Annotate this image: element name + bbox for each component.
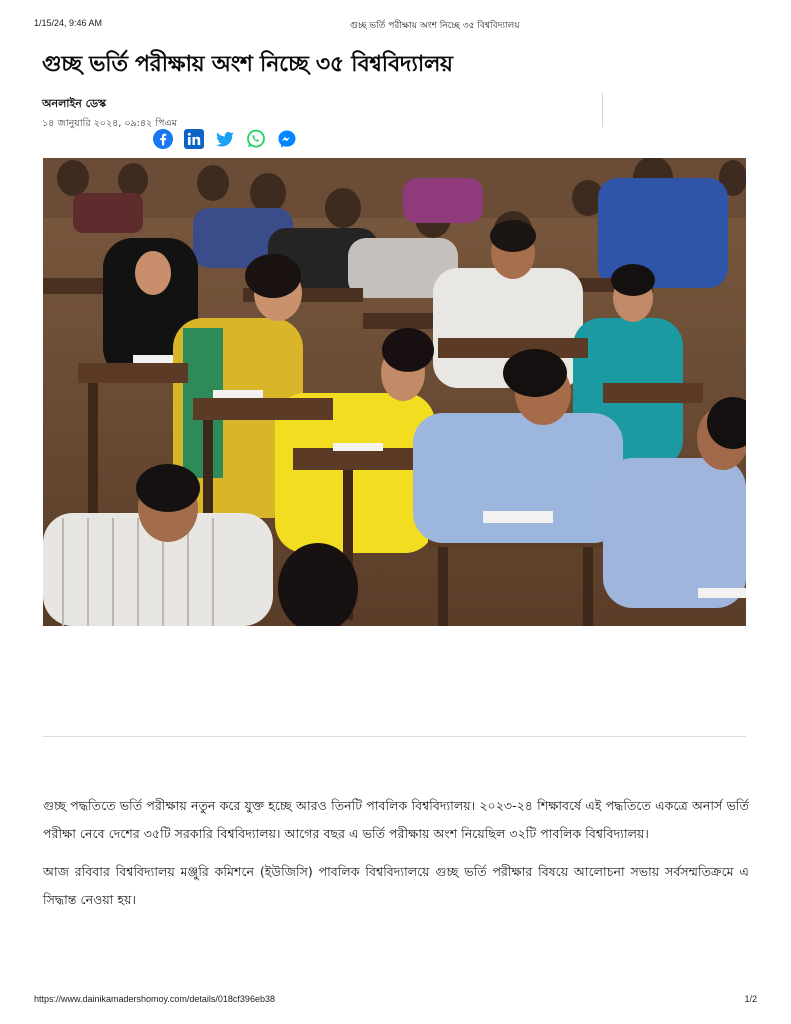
content-divider: [43, 736, 746, 737]
page-url[interactable]: https://www.dainikamadershomoy.com/details/018cf396eb38: [34, 994, 275, 1004]
share-bar: [152, 128, 298, 150]
facebook-share-button[interactable]: [152, 128, 174, 150]
print-timestamp: 1/15/24, 9:46 AM: [34, 18, 103, 28]
article-paragraph: আজ রবিবার বিশ্ববিদ্যালয় মঞ্জুরি কমিশনে (ইউজিসি) পাবলিক বিশ্ববিদ্যালয়ে গুচ্ছ ভর্তি পরীক্ষার বিষয়ে আলোচনা সভায় সর্বসম্মতিক্রমে এ সিদ্ধান্ত নেওয়া হয়।: [43, 864, 749, 907]
messenger-icon: [277, 129, 297, 149]
print-footer: [34, 994, 757, 1008]
exam-hall-photo: [43, 158, 746, 626]
article-photo: [43, 158, 746, 626]
messenger-share-button[interactable]: [276, 128, 298, 150]
publish-date: ১৪ জানুয়ারি ২০২৪, ০৯:৪২ পিএম: [42, 118, 177, 129]
facebook-icon: [153, 129, 173, 149]
byline: [42, 95, 177, 132]
linkedin-share-button[interactable]: [183, 128, 205, 150]
article-headline: গুচ্ছ ভর্তি পরীক্ষায় অংশ নিচ্ছে ৩৫ বিশ্ববিদ্যালয়: [42, 52, 453, 77]
linkedin-icon: [184, 129, 204, 149]
print-doc-title: গুচ্ছ ভর্তি পরীক্ষায় অংশ নিচ্ছে ৩৫ বিশ্ববিদ্যালয়: [350, 21, 520, 31]
print-header: [34, 18, 757, 32]
twitter-share-button[interactable]: [214, 128, 236, 150]
author-name[interactable]: অনলাইন ডেস্ক: [42, 97, 107, 110]
whatsapp-icon: [246, 129, 266, 149]
article-body: [43, 792, 749, 924]
byline-separator: [602, 93, 603, 127]
article-paragraph: গুচ্ছ পদ্ধতিতে ভর্তি পরীক্ষায় নতুন করে যুক্ত হচ্ছে আরও তিনটি পাবলিক বিশ্ববিদ্যালয়। ২০২৩-২৪ শিক্ষাবর্ষে এই পদ্ধতিতে একত্রে অনার্স ভর্তি পরীক্ষা নেবে দেশের ৩৫টি সরকারি বিশ্ববিদ্যালয়। আগের বছর এ ভর্তি পরীক্ষায় অংশ নিয়েছিল ৩২টি পাবলিক বিশ্ববিদ্যালয়।: [43, 798, 749, 841]
whatsapp-share-button[interactable]: [245, 128, 267, 150]
twitter-icon: [215, 129, 235, 149]
page-number: 1/2: [744, 994, 757, 1004]
